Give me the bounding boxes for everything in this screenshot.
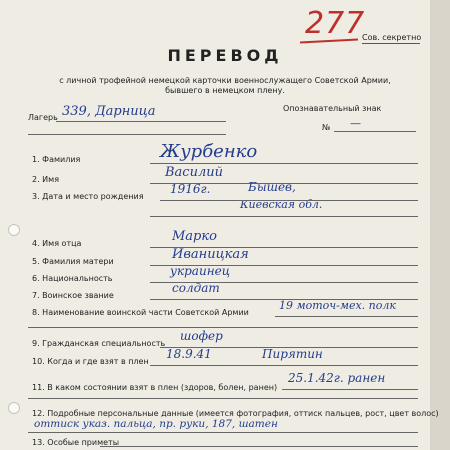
camp-value: 339, Дарница (62, 104, 156, 119)
id-number-label: № (322, 123, 331, 132)
field-label-nationality: 6. Национальность (32, 274, 113, 283)
field-label-profession: 9. Гражданская специальность (32, 339, 166, 348)
field-value-condition: 25.1.42г. ранен (288, 371, 386, 385)
field-label-name: 2. Имя (32, 175, 60, 184)
field-label-surname: 1. Фамилия (32, 155, 81, 164)
field-line-capture (150, 365, 418, 366)
field-value-name: Василий (165, 165, 223, 180)
camp-label: Лагерь (28, 113, 58, 122)
id-number-value: — (350, 117, 361, 130)
field-line-unit-2 (28, 327, 418, 328)
id-number-line (334, 131, 416, 132)
field-value-surname: Журбенко (160, 141, 258, 162)
field-label-condition: 11. В каком состоянии взят в плен (здоров, болен, ранен) (32, 383, 278, 392)
field-label-birth: 3. Дата и место рождения (32, 192, 144, 201)
field-value-unit: 19 моточ-мех. полк (279, 299, 396, 312)
punch-hole (8, 402, 20, 414)
field-value-capture-place: Пирятин (262, 347, 323, 361)
field-line-birth (160, 200, 418, 201)
document-subtitle: с личной трофейной немецкой карточки военнослужащего Советской Армии, бывшего в немецком плену. (59, 76, 391, 95)
field-line-personal-data (28, 432, 418, 433)
id-mark-label: Опознавательный знак (283, 104, 382, 113)
field-value-profession: шофер (180, 329, 223, 343)
camp-line-2 (28, 134, 226, 135)
field-line-unit (275, 316, 418, 317)
field-value-rank: солдат (172, 281, 220, 295)
field-label-personal-data: 12. Подробные персональные данные (имеется фотография, оттиск пальцев, рост, цвет волос) (32, 409, 439, 418)
document-title: ПЕРЕВОД (167, 46, 283, 65)
camp-line (56, 121, 226, 122)
field-value-capture-date: 18.9.41 (166, 347, 212, 361)
field-label-rank: 7. Воинское звание (32, 291, 114, 300)
field-value-birth-region: Киевская обл. (240, 198, 323, 211)
field-line-special-marks (100, 446, 418, 447)
field-label-unit: 8. Наименование воинской части Советской Армии (32, 308, 249, 317)
field-value-personal-data: оттиск указ. пальца, пр. руки, 187, шатен (34, 418, 278, 430)
case-number: 277 (305, 6, 366, 41)
punch-hole (8, 224, 20, 236)
field-value-mother: Иваницкая (172, 247, 249, 262)
field-value-father: Марко (172, 229, 217, 244)
field-line-condition-2 (28, 398, 418, 399)
field-label-father: 4. Имя отца (32, 239, 82, 248)
secrecy-underline (362, 43, 420, 44)
field-value-birth-place: Бышев, (248, 180, 296, 194)
field-label-special-marks: 13. Особые приметы (32, 438, 120, 447)
field-value-nationality: украинец (170, 264, 231, 278)
field-line-surname (150, 163, 418, 164)
field-label-capture: 10. Когда и где взят в плен (32, 357, 149, 366)
field-value-birth-year: 1916г. (170, 182, 211, 196)
field-line-birth-2 (150, 216, 418, 217)
field-line-condition (282, 389, 418, 390)
field-label-mother: 5. Фамилия матери (32, 257, 114, 266)
secrecy-label: Сов. секретно (362, 33, 422, 42)
page-edge (430, 0, 450, 450)
